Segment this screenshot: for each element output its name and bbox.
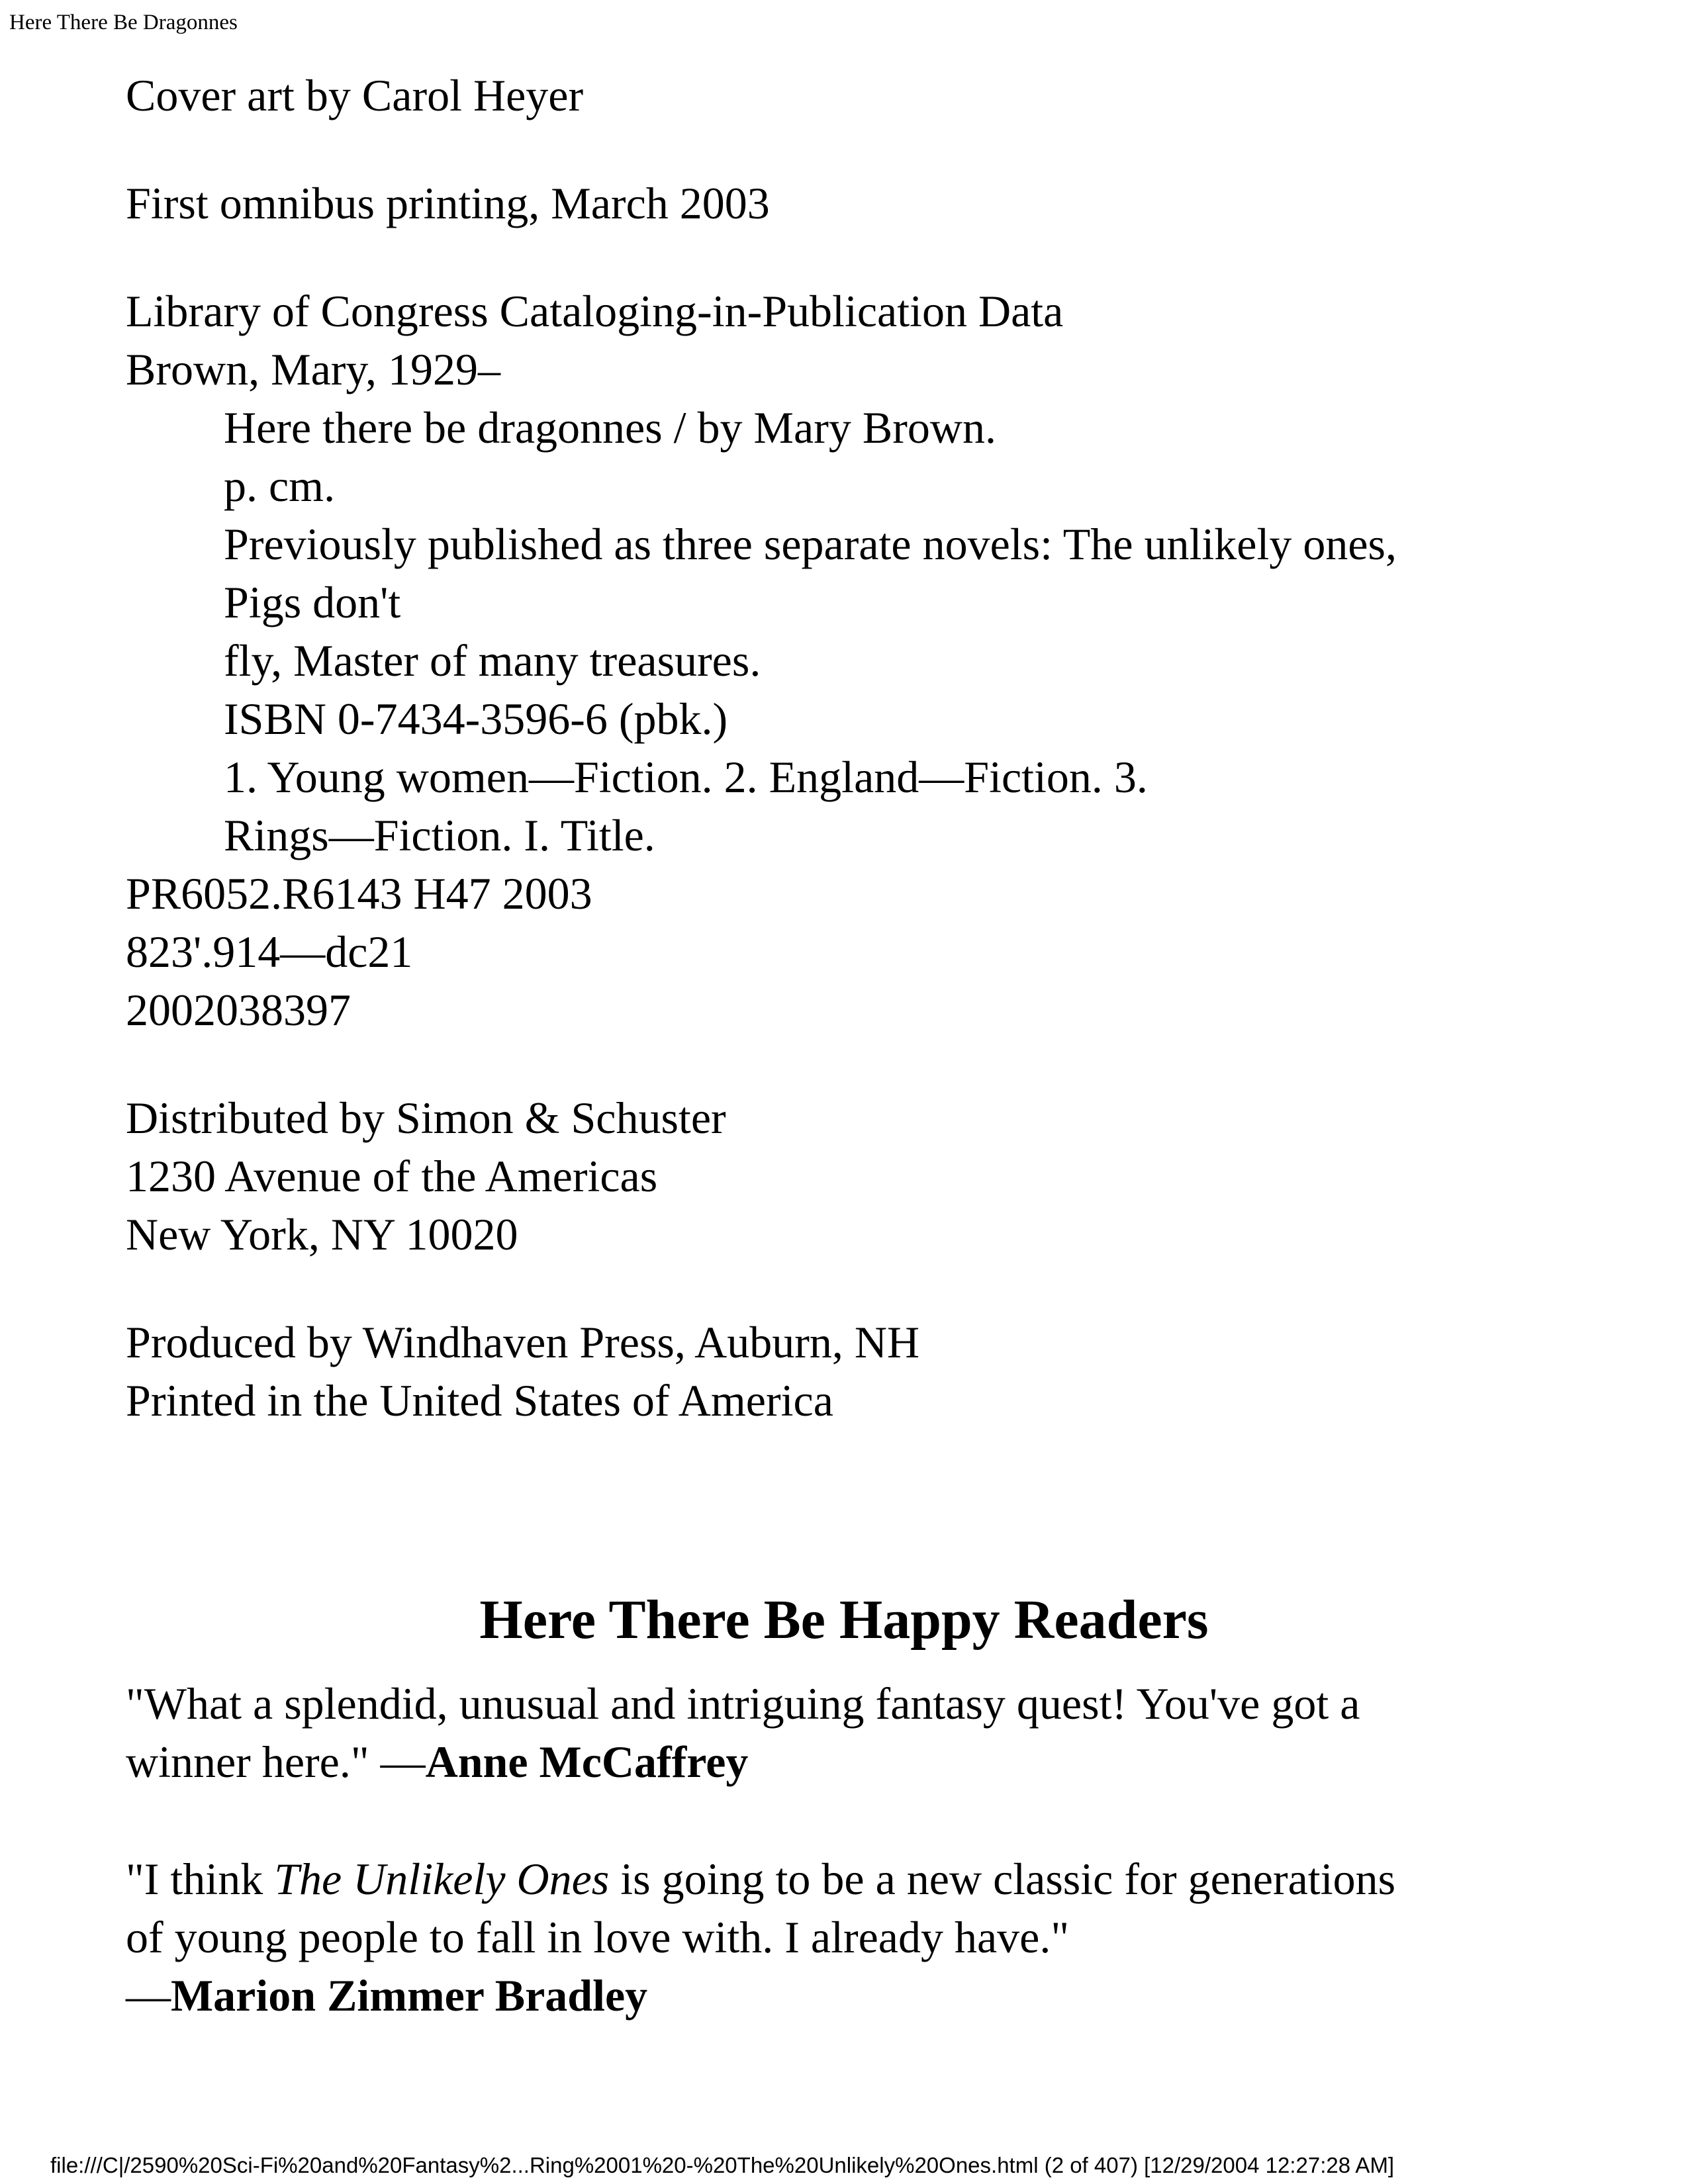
distribution-block [126,1089,1542,1263]
em-dash: — [126,1970,171,2021]
quote-line [126,1850,1556,1908]
quote-text: of young people to fall in love with. I already have." [126,1912,1070,1962]
printing-info: First omnibus printing, March 2003 [126,178,770,228]
cip-entry: Rings—Fiction. I. Title. [224,810,655,860]
quote [126,1674,1556,1791]
cip-entry: Pigs don't [224,577,401,627]
cip-classification: 2002038397 [126,985,351,1035]
cip-entry: ISBN 0-7434-3596-6 (pbk.) [224,694,728,744]
distribution-line: Distributed by Simon & Schuster [126,1093,726,1143]
cip-entry: Previously published as three separate novels: The unlikely ones, [224,519,1397,569]
page-header: Here There Be Dragonnes [9,11,238,34]
quote-text: is going to be a new classic for generations [609,1854,1396,1904]
cip-classification: PR6052.R6143 H47 2003 [126,868,592,919]
cip-entries [126,398,1542,864]
cip-entry: p. cm. [224,461,336,511]
em-dash: — [380,1737,426,1787]
cip-entry: Here there be dragonnes / by Mary Brown. [224,402,996,453]
spacer [126,1039,1542,1089]
page-footer: file:///C|/2590%20Sci-Fi%20and%20Fantasy%2...Ring%2001%20-%20The%20Unlikely%20Ones.html (2 of 407) [12/29/2004 12:27:28 AM] [50,2153,1395,2177]
cip-entry: 1. Young women—Fiction. 2. England—Fiction. 3. [224,752,1148,802]
cip-block [126,282,1542,1039]
cip-classification: 823'.914—dc21 [126,927,413,977]
section-heading: Here There Be Happy Readers [479,1589,1209,1651]
distribution-line: 1230 Avenue of the Americas [126,1151,658,1201]
spacer [126,124,1542,174]
cip-heading: Library of Congress Cataloging-in-Publication Data [126,286,1064,336]
quote-attribution [126,1966,1556,2025]
cip-author: Brown, Mary, 1929– [126,344,500,394]
praise-quotes [126,1674,1556,2025]
quote-text: winner here." [126,1737,381,1787]
production-line: Printed in the United States of America [126,1375,833,1426]
production-line: Produced by Windhaven Press, Auburn, NH [126,1317,920,1367]
quote-text: "What a splendid, unusual and intriguing fantasy quest! You've got a [126,1678,1360,1729]
distribution-line: New York, NY 10020 [126,1209,518,1259]
quote-text: "I think [126,1854,275,1904]
spacer [126,1263,1542,1313]
quote-line [126,1733,1556,1791]
quote [126,1850,1556,2025]
book-title: The Unlikely Ones [274,1854,610,1904]
cover-art-credit: Cover art by Carol Heyer [126,70,584,120]
copyright-page [126,66,1542,1430]
quote-author: Marion Zimmer Bradley [171,1970,648,2021]
spacer [126,232,1542,282]
quote-author: Anne McCaffrey [425,1737,749,1787]
cip-entry: fly, Master of many treasures. [224,635,761,686]
production-block [126,1313,1542,1430]
